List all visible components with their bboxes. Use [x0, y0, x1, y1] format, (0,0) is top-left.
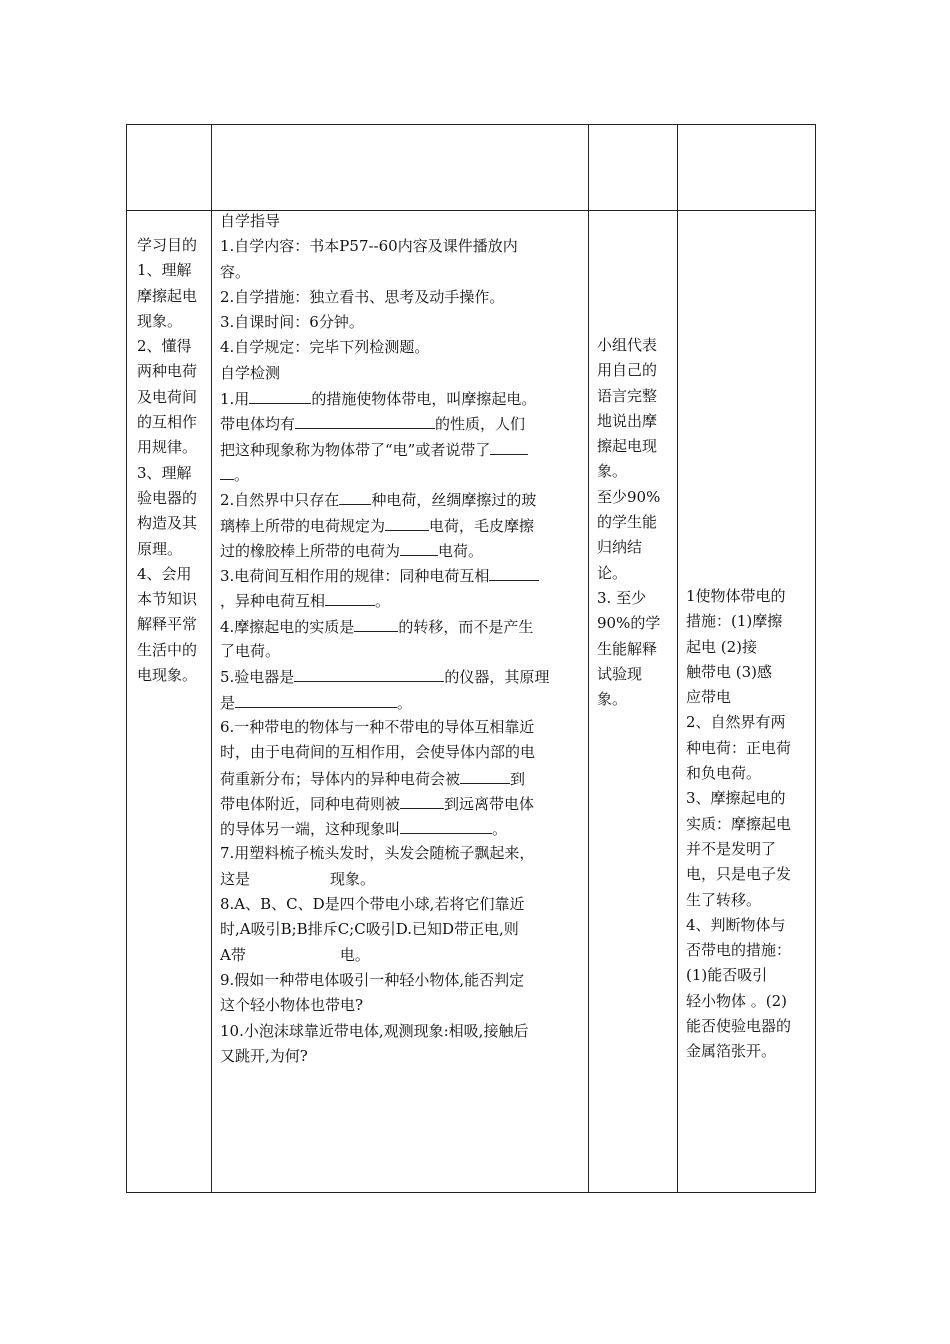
question-5-line: 是 。 [220, 690, 549, 715]
question-2-line: 璃棒上所带的电荷规定为 电荷，毛皮摩擦 [220, 513, 549, 538]
objective-line: 摩擦起电 [137, 286, 198, 305]
answer-blank[interactable] [295, 411, 435, 429]
answer-blank[interactable] [385, 513, 429, 531]
summary-cell [686, 584, 791, 1065]
objective-line: 学习目的 [137, 236, 198, 254]
objective-line: 构造及其 [137, 514, 198, 533]
question-2-line: 2.自然界中只存在 种电荷，丝绸摩擦过的玻 [220, 487, 549, 512]
question-8-line: 时,A吸引B;B排斥C;C吸引D.已知D带正电,则 [220, 920, 519, 939]
objective-line: 两种电荷 [137, 362, 198, 381]
group-line: 3. 至少 [597, 588, 647, 607]
answer-blank[interactable] [400, 791, 444, 809]
summary-line: 4、判断物体与 [686, 915, 786, 934]
summary-line: 种电荷：正电荷 [686, 738, 792, 757]
summary-line: 和负电荷。 [686, 764, 762, 783]
answer-blank[interactable] [235, 690, 397, 708]
group-line: 象。 [597, 462, 628, 481]
group-line: 至少90% [597, 487, 661, 506]
group-line: 论。 [597, 563, 628, 582]
objective-line: 4、会用 [137, 564, 192, 583]
summary-line: 金属箔张开。 [686, 1042, 777, 1061]
summary-line: 2、自然界有两 [686, 713, 786, 732]
group-line: 90%的学 [597, 614, 661, 633]
study-cell [220, 209, 549, 1069]
objective-line: 电现象。 [137, 666, 198, 685]
objective-line: 验电器的 [137, 488, 198, 507]
guide-line: 3.自课时间：6分钟。 [220, 313, 364, 332]
column-divider [211, 125, 212, 1192]
question-3-line: 3.电荷间互相作用的规律：同种电荷互相 [220, 563, 549, 588]
answer-blank[interactable] [339, 487, 371, 505]
summary-line: 应带电 [686, 688, 732, 707]
question-7-line: 这是 现象。 [220, 869, 376, 888]
group-line: 归纳结 [597, 538, 643, 557]
question-6-line: 的导体另一端，这种现象叫 。 [220, 816, 549, 841]
objective-line: 2、懂得 [137, 337, 192, 356]
group-line: 用自己的 [597, 361, 658, 380]
answer-blank[interactable] [249, 386, 311, 404]
question-3-line: ，异种电荷互相 。 [220, 588, 549, 613]
guide-heading: 自学指导 [220, 212, 281, 230]
summary-line: 否带电的措施： [686, 941, 792, 960]
question-6-line: 时，由于电荷间的互相作用，会使导体内部的电 [220, 743, 536, 762]
objective-line: 及电荷间 [137, 387, 198, 406]
summary-line: 生了转移。 [686, 890, 762, 909]
objective-line: 现象。 [137, 311, 183, 330]
question-9-line: 9.假如一种带电体吸引一种轻小物体,能否判定 [220, 970, 525, 989]
answer-blank[interactable] [490, 437, 528, 455]
guide-line: 2.自学措施：独立看书、思考及动手操作。 [220, 287, 505, 306]
summary-line: 能否使验电器的 [686, 1017, 792, 1036]
question-1-line: 1.用 的措施使物体带电，叫摩擦起电。 [220, 386, 549, 411]
summary-line: 措施：(1)摩擦 [686, 612, 783, 631]
answer-blank[interactable] [325, 588, 375, 606]
question-6-line: 6.一种带电的物体与一种不带电的导体互相靠近 [220, 717, 535, 736]
question-7-line: 7.用塑料梳子梳头发时，头发会随梳子飘起来， [220, 844, 535, 863]
objective-line: 1、理解 [137, 261, 192, 280]
question-6-line: 带电体附近，同种电荷则被 到远离带电体 [220, 791, 549, 816]
question-1-line: 把这种现象称为物体带了“电”或者说带了 [220, 437, 549, 462]
column-divider [588, 125, 589, 1192]
question-4-line: 4.摩擦起电的实质是 的转移，而不是产生 [220, 614, 549, 639]
column-divider [677, 125, 678, 1192]
question-1-line: 。 [220, 462, 549, 487]
answer-blank[interactable] [354, 614, 398, 632]
summary-line: 实质：摩擦起电 [686, 814, 792, 833]
question-6-line: 荷重新分布；导体内的异种电荷会被 到 [220, 766, 549, 791]
summary-line: 触带电 (3)感 [686, 662, 773, 681]
objective-line: 用规律。 [137, 438, 198, 457]
objective-line: 原理。 [137, 539, 183, 558]
question-8-line: 8.A、B、C、D是四个带电小球,若将它们靠近 [220, 895, 525, 914]
check-heading: 自学检测 [220, 363, 281, 382]
objective-line: 生活中的 [137, 640, 198, 659]
summary-line: 1使物体带电的 [686, 587, 786, 605]
question-10-line: 10.小泡沫球靠近带电体,观测现象:相吸,接触后 [220, 1021, 529, 1040]
answer-blank[interactable] [294, 664, 444, 682]
summary-line: 3、摩擦起电的 [686, 789, 786, 808]
group-line: 试验现 [597, 664, 643, 683]
group-line: 生能解释 [597, 639, 658, 658]
answer-blank[interactable] [400, 538, 438, 556]
group-line: 的学生能 [597, 513, 658, 532]
guide-line: 4.自学规定：完毕下列检测题。 [220, 338, 430, 357]
group-line: 地说出摩 [597, 411, 658, 430]
question-1-line: 带电体均有 的性质，人们 [220, 411, 549, 436]
objective-line: 本节知识 [137, 590, 198, 609]
summary-line: 轻小物体 。(2) [686, 991, 788, 1010]
group-line: 擦起电现 [597, 437, 658, 456]
guide-line: 1.自学内容：书本P57--60内容及课件播放内 [220, 237, 518, 256]
summary-line: 起电 (2)接 [686, 637, 758, 656]
question-5-line: 5.验电器是 的仪器，其原理 [220, 664, 549, 689]
group-line: 语言完整 [597, 386, 658, 405]
question-2-line: 过的橡胶棒上所带的电荷为 电荷。 [220, 538, 549, 563]
answer-blank[interactable] [460, 766, 510, 784]
summary-line: 并不是发明了 [686, 839, 777, 858]
question-9-line: 这个轻小物体也带电? [220, 996, 364, 1015]
objective-line: 3、理解 [137, 463, 192, 482]
summary-line: 电，只是电子发 [686, 865, 792, 884]
summary-line: (1)能否吸引 [686, 966, 768, 985]
objective-line: 的互相作 [137, 413, 198, 432]
objective-line: 解释平常 [137, 615, 198, 634]
group-line: 小组代表 [597, 336, 658, 354]
group-line: 象。 [597, 690, 628, 709]
answer-blank[interactable] [489, 563, 539, 581]
group-activity-cell [597, 333, 660, 712]
question-4-line: 了电荷。 [220, 642, 281, 661]
answer-blank[interactable] [400, 816, 492, 834]
guide-line: 容。 [220, 262, 251, 281]
objectives-cell [137, 233, 197, 688]
question-10-line: 又跳开,为何? [220, 1046, 308, 1065]
question-8-line: A带 电。 [220, 945, 370, 964]
answer-blank[interactable] [220, 462, 234, 480]
lesson-table [126, 124, 816, 1193]
